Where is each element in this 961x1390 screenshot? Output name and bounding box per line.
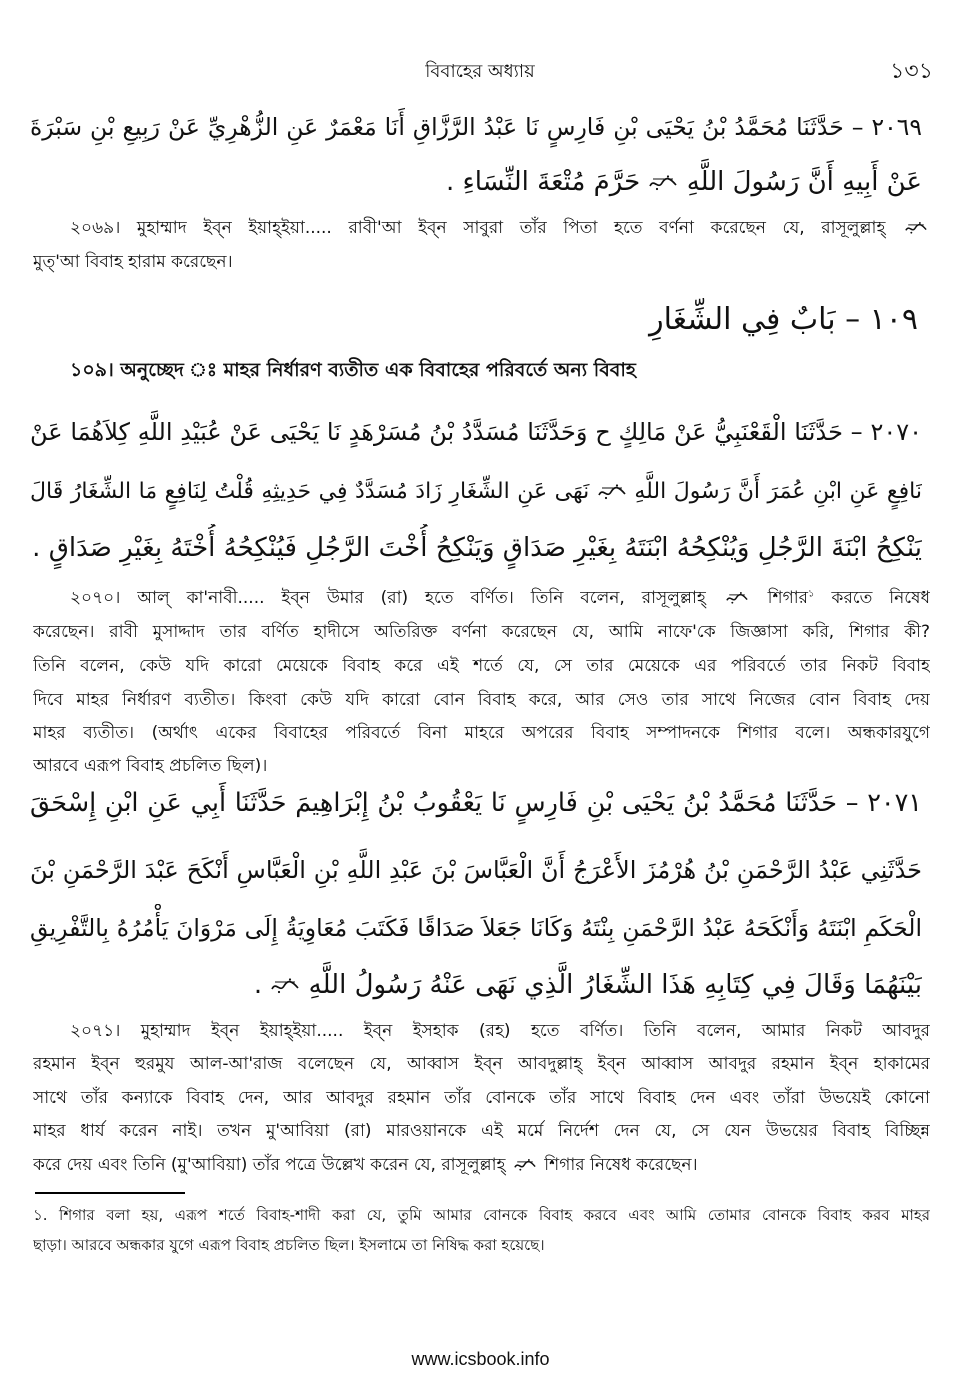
hadith-2071-bengali-line-4: মাহর ধার্য করেন নাই। তখন মু'আবিয়া (রা) মারওয়ানকে এই মর্মে নির্দেশ দেন যে, সে যেন উভয়ের বিবাহ বিচ্ছিন্ন [33, 1121, 930, 1141]
salawat-icon [723, 591, 751, 605]
arabic-text: ٢٠٧٠ – حَدَّثَنَا الْقَعْنَبِيُّ عَنْ مَالِكٍ ح وَحَدَّثَنَا مُسَدَّدُ بْنُ مُسَرْهَدٍ نَا يَحْيَى عَنْ عُبَيْدِ اللَّهِ كِلاَهُمَا عَنْ [30, 418, 922, 446]
hadith-2071-arabic-line-2 [30, 846, 922, 894]
hadith-2070-bengali-line-3: তিনি বলেন, কেউ যদি কারো মেয়েকে বিবাহ করে এই শর্তে যে, সে তার মেয়েকে এর পরিবর্তে তার নিকট বিবাহ [33, 656, 930, 676]
footnote-divider [35, 1192, 185, 1194]
hadith-2070-bengali-line-4: দিবে মাহর নির্ধারণ ব্যতীত। কিংবা কেউ যদি কারো বোন বিবাহ করে, আর সেও তার সাথে নিজের বোন বিবাহ দেয় [33, 690, 930, 710]
salawat-icon [648, 174, 678, 192]
salawat-icon [270, 977, 300, 995]
arabic-text: نَافِعٍ عَنِ ابْنِ عُمَرَ أَنَّ رَسُولَ اللَّهِ [634, 479, 922, 504]
salawat-icon [597, 483, 627, 501]
page-number: ১৩১ [890, 59, 933, 84]
footnote-marker: ১ [808, 588, 815, 600]
hadith-2071-arabic-line-3 [30, 904, 922, 952]
hadith-2071-bengali-line-5 [33, 1151, 930, 1179]
hadith-2071-arabic-line-1 [30, 779, 922, 827]
hadith-2069-arabic-line-1 [30, 103, 922, 151]
bengali-text: ২০৭০। আল্ কা'নাবী..... ইব্‌ন উমার (রা) হতে বর্ণিত। তিনি বলেন, রাসূলুল্লাহ্ [70, 588, 706, 608]
hadith-2071-arabic-line-4 [30, 961, 922, 1009]
bengali-text: ২০৬৯। মুহাম্মাদ ইব্‌ন ইয়াহ্‌ইয়া..... রাবী'আ ইব্‌ন সাবুরা তাঁর পিতা হতে বর্ণনা করেছেন যে, রাসূলুল্লাহ্ [70, 218, 886, 238]
bengali-text: করে দেয় এবং তিনি (মু'আবিয়া) তাঁর পত্রে উল্লেখ করেন যে, রাসূলুল্লাহ্ [33, 1155, 506, 1175]
arabic-text: الْحَكَمِ ابْنَتَهُ وَأَنْكَحَهُ عَبْدُ الرَّحْمَنِ بِنْتَهُ وَكَانَا جَعَلاَ صَدَاقًا فَكَتَبَ مُعَاوِيَةُ إِلَى مَرْوَانَ يَأْمُرُهُ بِالتَّفْرِيقِ [30, 914, 922, 942]
hadith-2070-bengali-line-5: মাহর ব্যতীত। (অর্থাৎ একের বিবাহের পরিবর্তে বিনা মাহরে অপরের বিবাহ সম্পাদনকে শিগার বলে। অন্ধকারযুগে [33, 723, 930, 743]
hadith-2069-bengali-line-1 [70, 214, 930, 242]
arabic-text: ٢٠٧١ – حَدَّثَنَا مُحَمَّدُ بْنُ يَحْيَى بْنِ فَارِسٍ نَا يَعْقُوبُ بْنُ إِبْرَاهِيمَ حَدَّثَنَا أَبِي عَنِ ابْنِ إِسْحَقَ [30, 788, 922, 818]
arabic-text: يَنْكِحُ ابْنَةَ الرَّجُلِ وَيُنْكِحُهُ ابْنَتَهُ بِغَيْرِ صَدَاقٍ وَيَنْكِحُ أُخْتَ الرَّجُلِ فَيُنْكِحُهُ أُخْتَهُ بِغَيْرِ صَدَاقٍ . [32, 533, 922, 563]
footnote-line-1: ১. শিগার বলা হয়, এরূপ শর্তে বিবাহ-শাদী করা যে, তুমি আমার বোনকে বিবাহ করবে এবং আমি তোমার বোনকে বিবাহ করব মাহর [33, 1206, 930, 1224]
footer-website: www.icsbook.info [411, 1349, 550, 1369]
hadith-2070-bengali-line-6: আরবে এরূপ বিবাহ প্রচলিত ছিল)। [33, 756, 268, 776]
chapter-running-title: বিবাহের অধ্যায় [425, 61, 535, 82]
chapter-arabic-heading: ١٠٩ – بَابٌ فِي الشِّغَارِ [649, 302, 918, 337]
bengali-text: শিগার নিষেধ করেছেন। [544, 1155, 698, 1175]
hadith-2069-arabic-line-2 [30, 158, 922, 206]
arabic-text: نَهَى عَنِ الشِّغَارِ زَادَ مُسَدَّدٌ فِي حَدِيثِهِ قُلْتُ لِنَافِعٍ مَا الشِّغَارُ قَالَ [30, 479, 590, 504]
hadith-2070-bengali-line-2: করেছেন। রাবী মুসাদ্দাদ তার বর্ণিত হাদীসে অতিরিক্ত বর্ণনা করেছেন যে, আমি নাফে'কে জিজ্ঞাসা করি, শিগার কী? [33, 622, 930, 642]
bengali-text: করতে নিষেধ [831, 588, 930, 608]
salawat-icon [511, 1158, 539, 1172]
arabic-text: حَرَّمَ مُتْعَةَ النِّسَاءِ . [446, 167, 641, 197]
arabic-text: بَيْنَهُمَا وَقَالَ فِي كِتَابِهِ هَذَا الشِّغَارُ الَّذِي نَهَى عَنْهُ رَسُولُ اللَّهِ [308, 970, 922, 1000]
hadith-2070-arabic-line-3 [30, 524, 922, 572]
hadith-2071-bengali-line-2: রহমান ইব্‌ন হুরমুয আল-আ'রাজ বলেছেন যে, আব্বাস ইব্‌ন আবদুল্লাহ্ ইব্‌ন আব্বাস আবদুর রহমান ইব্‌ন হাকামের [33, 1054, 930, 1074]
salawat-icon [902, 221, 930, 235]
hadith-2069-bengali-line-2: মুত্'আ বিবাহ হারাম করেছেন। [33, 252, 233, 272]
hadith-2070-arabic-line-2 [30, 468, 922, 516]
hadith-2070-bengali-line-1 [70, 584, 930, 612]
hadith-2071-bengali-line-3: সাথে তাঁর কন্যাকে বিবাহ দেন, আর আবদুর রহমান তাঁর বোনকে তাঁর সাথে বিবাহ দেন এবং তাঁরা উভয়েই কোনো [33, 1088, 930, 1108]
hadith-2071-bengali-line-1: ২০৭১। মুহাম্মাদ ইব্‌ন ইয়াহ্‌ইয়া..... ইব্‌ন ইসহাক (রহ) হতে বর্ণিত। তিনি বলেন, আমার নিকট আবদুর [70, 1021, 930, 1041]
arabic-text: . [253, 970, 263, 1000]
arabic-text: حَدَّثَنِي عَبْدُ الرَّحْمَنِ بْنُ هُرْمُزَ الأَعْرَجُ أَنَّ الْعَبَّاسَ بْنَ عَبْدِ اللَّهِ بْنِ الْعَبَّاسِ أَنْكَحَ عَبْدَ الرَّحْمَنِ بْنَ [30, 856, 922, 884]
arabic-text: عَنْ أَبِيهِ أَنَّ رَسُولَ اللَّهِ [686, 167, 922, 197]
hadith-2070-arabic-line-1 [30, 408, 922, 456]
footnote-line-2: ছাড়া। আরবে অন্ধকার যুগে এরূপ বিবাহ প্রচলিত ছিল। ইসলামে তা নিষিদ্ধ করা হয়েছে। [33, 1236, 545, 1254]
arabic-text: ٢٠٦٩ – حَدَّثَنَا مُحَمَّدُ بْنُ يَحْيَى بْنِ فَارِسٍ نَا عَبْدُ الرَّزَّاقِ أَنَا مَعْمَرٌ عَنِ الزُّهْرِيِّ عَنْ رَبِيعِ بْنِ سَبْرَةَ [30, 113, 922, 141]
bengali-text: শিগার [767, 588, 809, 608]
chapter-bengali-heading: ১০৯। অনুচ্ছেদ ঃ মাহর নির্ধারণ ব্যতীত এক বিবাহের পরিবর্তে অন্য বিবাহ [70, 359, 636, 381]
